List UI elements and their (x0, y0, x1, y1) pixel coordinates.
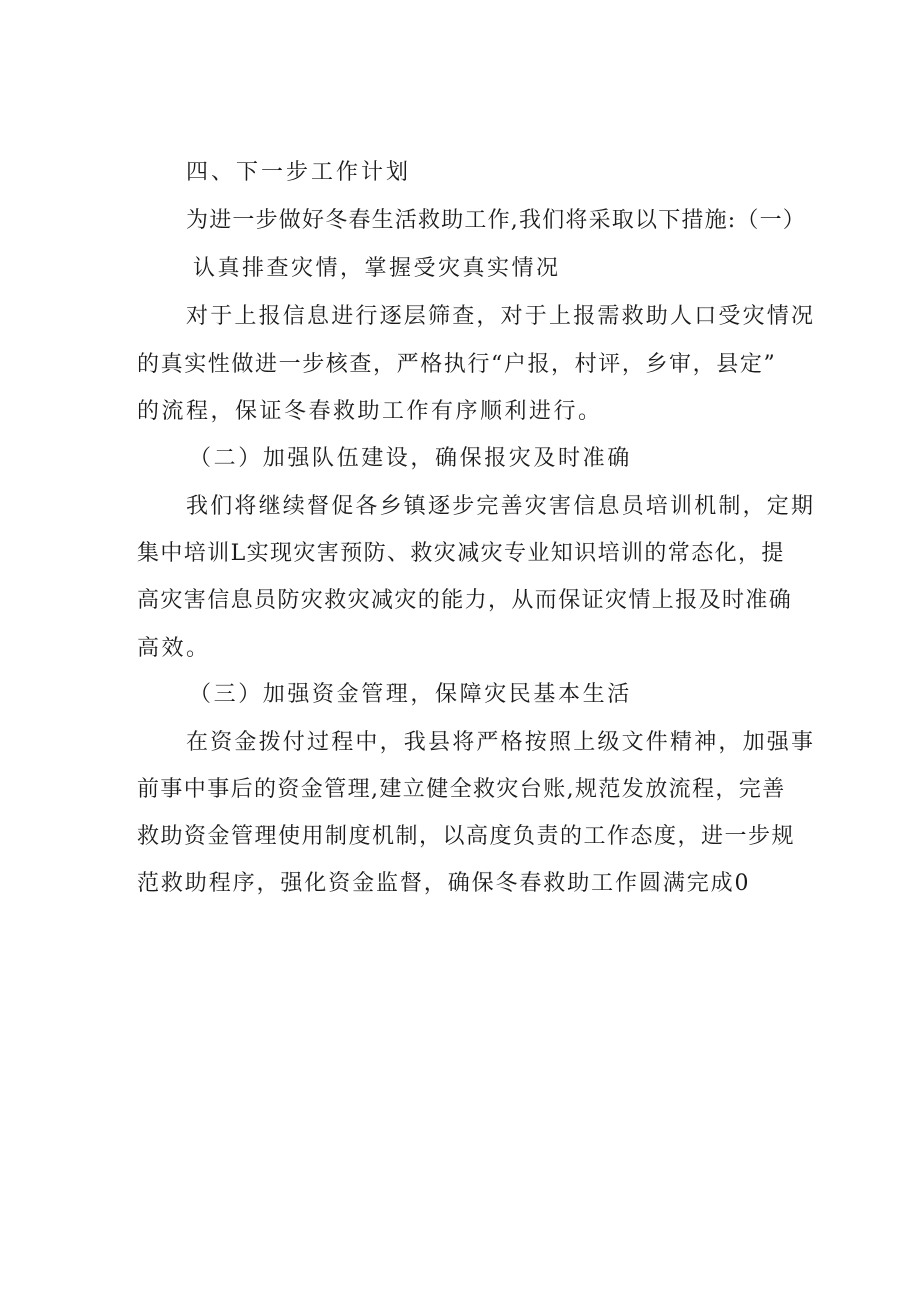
paragraph-1-line-2: 的真实性做进一步核查，严格执行“户报，村评，乡审，县定” (137, 352, 777, 377)
paragraph-3-line-2: 前事中事后的资金管理,建立健全救灾台账,规范发放流程，完善 (137, 777, 786, 802)
paragraph-3-line-3: 救助资金管理使用制度机制，以高度负责的工作态度，进一步规 (137, 824, 796, 849)
paragraph-3-line-4: 范救助程序，强化资金监督，确保冬春救助工作圆满完成0 (137, 871, 751, 896)
paragraph-3-line-1: 在资金拨付过程中，我县将严格按照上级文件精神，加强事 (186, 730, 816, 755)
paragraph-2-line-4: 高效。 (137, 636, 211, 661)
subheading-1: 认真排查灾情，掌握受灾真实情况 (193, 256, 561, 281)
intro-line: 为进一步做好冬春生活救助工作,我们将采取以下措施:（一） (186, 208, 807, 233)
paragraph-2-line-3: 高灾害信息员防灾救灾减灾的能力，从而保证灾情上报及时准确 (137, 588, 793, 613)
subheading-3: （三）加强资金管理，保障灾民基本生活 (189, 682, 632, 707)
paragraph-2-line-2: 集中培训L实现灾害预防、救灾减灾专业知识培训的常态化，提 (137, 541, 785, 566)
paragraph-1-line-1: 对于上报信息进行逐层筛查，对于上报需救助人口受灾情况 (186, 304, 816, 329)
paragraph-1-line-3: 的流程，保证冬春救助工作有序顺利进行。 (137, 399, 603, 424)
paragraph-2-line-1: 我们将继续督促各乡镇逐步完善灾害信息员培训机制，定期 (186, 494, 816, 519)
subheading-2: （二）加强队伍建设，确保报灾及时准确 (189, 446, 632, 471)
section-heading: 四、下一步工作计划 (186, 160, 412, 185)
